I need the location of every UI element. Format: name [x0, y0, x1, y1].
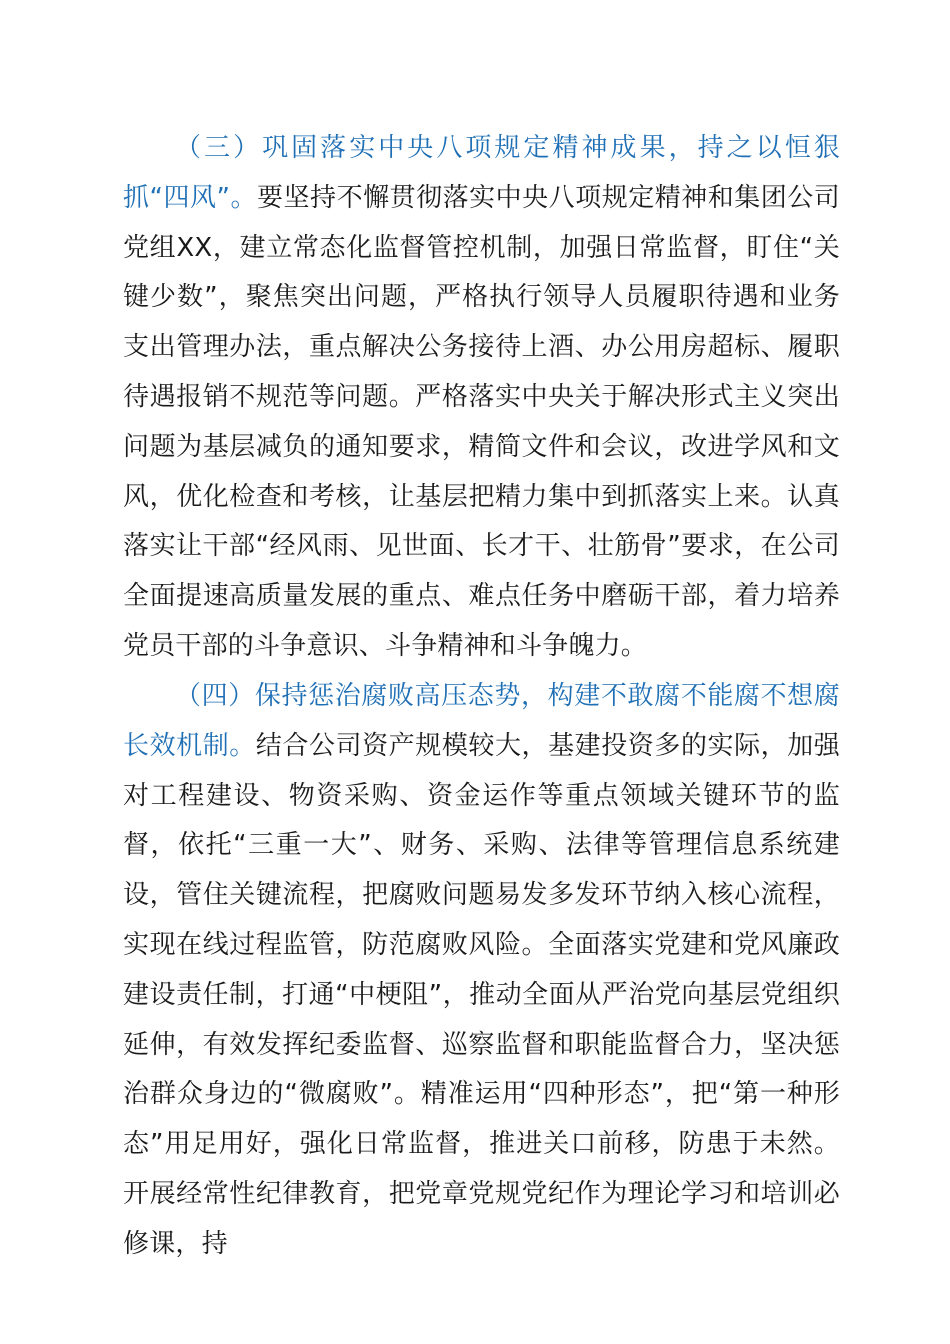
paragraph-section-4 — [123, 672, 840, 1270]
paragraph — [123, 672, 840, 1270]
paragraph-body: 要坚持不懈贯彻落实中央八项规定精神和集团公司党组XX，建立常态化监督管控机制，加强日常监督，盯住“关键少数”，聚焦突出问题，严格执行领导人员履职待遇和业务支出管理办法，重点解决公务接待上酒、办公用房超标、履职待遇报销不规范等问题。严格落实中央关于解决形式主义突出问题为基层减负的通知要求，精简文件和会议，改进学风和文风，优化检查和考核，让基层把精力集中到抓落实上来。认真落实让干部“经风雨、见世面、长才干、壮筋骨”要求，在公司全面提速高质量发展的重点、难点任务中磨砺干部，着力培养党员干部的斗争意识、斗争精神和斗争魄力。 — [123, 182, 841, 661]
section-heading: （三）巩固落实中央八项规定精神成果，持之以恒狠抓“四风”。 — [123, 133, 840, 213]
section-heading: （四）保持惩治腐败高压态势，构建不敢腐不能腐不想腐长效机制。 — [123, 681, 840, 761]
paragraph — [123, 124, 840, 672]
paragraph-section-3 — [123, 124, 840, 672]
paragraph-body: 结合公司资产规模较大，基建投资多的实际，加强对工程建设、物资采购、资金运作等重点领域关键环节的监督，依托“三重一大”、财务、采购、法律等管理信息系统建设，管住关键流程，把腐败问题易发多发环节纳入核心流程，实现在线过程监管，防范腐败风险。全面落实党建和党风廉政建设责任制，打通“中梗阻”，推动全面从严治党向基层党组织延伸，有效发挥纪委监督、巡察监督和职能监督合力，坚决惩治群众身边的“微腐败”。精准运用“四种形态”，把“第一种形态”用足用好，强化日常监督，推进关口前移，防患于未然。开展经常性纪律教育，把党章党规党纪作为理论学习和培训必修课，持 — [123, 730, 840, 1259]
